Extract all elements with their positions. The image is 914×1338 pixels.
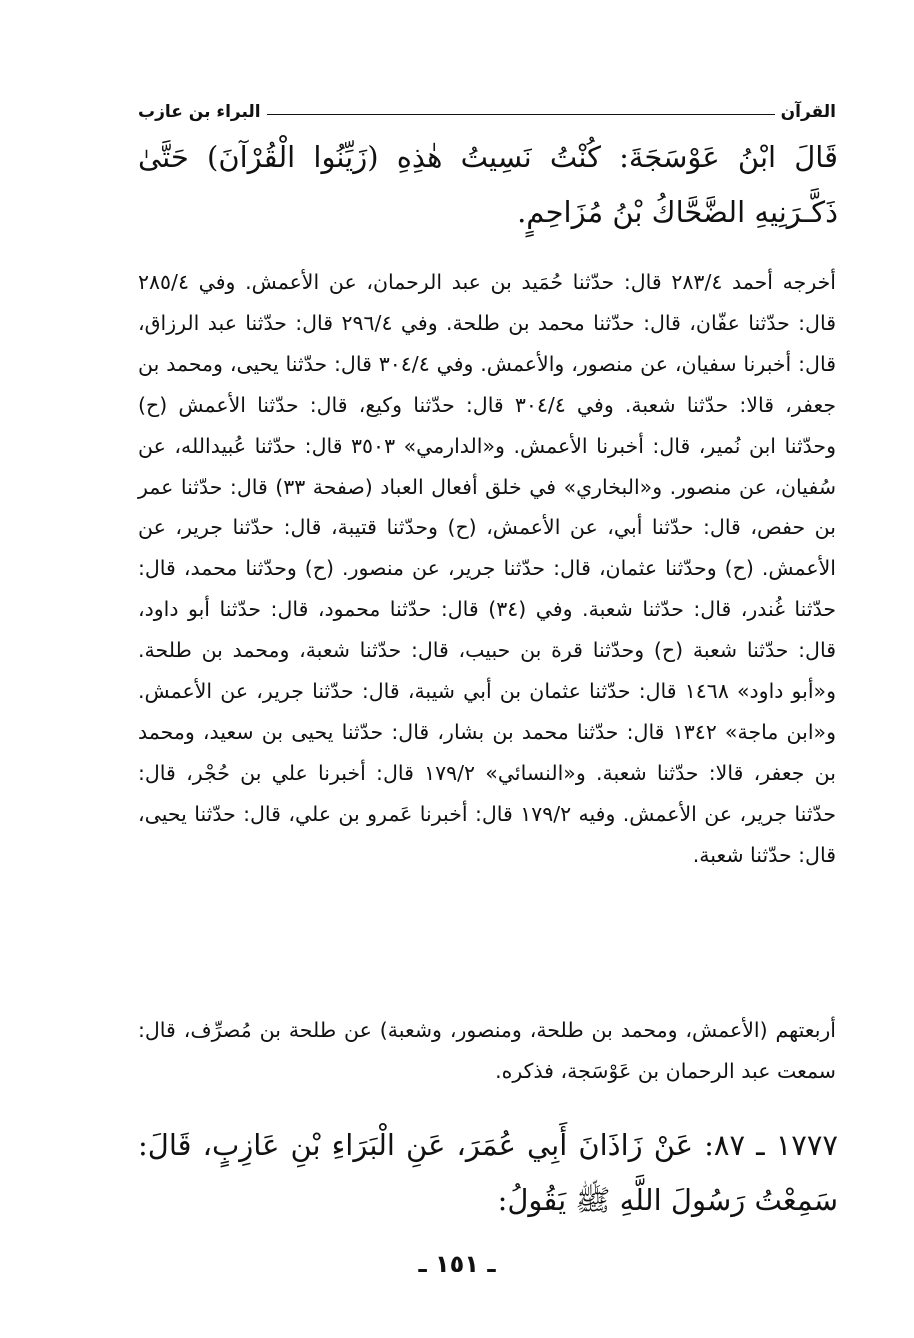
header-right-title: القرآن bbox=[780, 102, 836, 122]
header-rule bbox=[267, 114, 775, 115]
hadith-text-top: قَالَ ابْنُ عَوْسَجَةَ: كُنْتُ نَسِيتُ هٰذِهِ (زَيِّنُوا الْقُرْآنَ) حَتَّىٰ ذَكَّـرَنِيهِ الضَّحَّاكُ بْنُ مُزَاحِمٍ. bbox=[138, 140, 838, 229]
hadith-text-bottom: ١٧٧٧ ـ ٨٧: عَنْ زَاذَانَ أَبِي عُمَرَ، عَنِ الْبَرَاءِ بْنِ عَازِبٍ، قَالَ: سَمِعْتُ رَسُولَ اللَّهِ ﷺ يَقُولُ: bbox=[138, 1128, 838, 1217]
running-header bbox=[138, 92, 836, 122]
summary-paragraph: أربعتهم (الأعمش، ومحمد بن طلحة، ومنصور، وشعبة) عن طلحة بن مُصرِّف، قال: سمعت عبد الرحمان بن عَوْسَجة، فذكره. bbox=[138, 1018, 836, 1083]
page-number: ـ ١٥١ ـ bbox=[418, 1250, 496, 1278]
takhrij-paragraph: أخرجه أحمد ٢٨٣/٤ قال: حدّثنا حُمَيد بن عبد الرحمان، عن الأعمش. وفي ٢٨٥/٤ قال: حدّثنا عفّان، قال: حدّثنا محمد بن طلحة. وفي ٢٩٦/٤ قال: حدّثنا عبد الرزاق، قال: أخبرنا سفيان، عن منصور، والأعمش. وفي ٣٠٤/٤ قال: حدّثنا يحيى، ومحمد بن جعفر، قالا: حدّثنا شعبة. وفي ٣٠٤/٤ قال: حدّثنا وكيع، قال: حدّثنا الأعمش (ح) وحدّثنا ابن نُمير، قال: أخبرنا الأعمش. و«الدارمي» ٣٥٠٣ قال: حدّثنا عُبيدالله، عن سُفيان، عن منصور. و«البخاري» في خلق أفعال العباد (صفحة ٣٣) قال: حدّثنا عمر بن حفص، قال: حدّثنا أبي، عن الأعمش، (ح) وحدّثنا قتيبة، قال: حدّثنا جرير، عن الأعمش. (ح) وحدّثنا عثمان، قال: حدّثنا جرير، عن منصور. (ح) وحدّثنا محمد، قال: حدّثنا غُندر، قال: حدّثنا شعبة. وفي (٣٤) قال: حدّثنا محمود، قال: حدّثنا أبو داود، قال: حدّثنا شعبة (ح) وحدّثنا قرة بن حبيب، قال: حدّثنا شعبة، ومحمد بن طلحة. و«أبو داود» ١٤٦٨ قال: حدّثنا عثمان بن أبي شيبة، قال: حدّثنا جرير، عن الأعمش. و«ابن ماجة» ١٣٤٢ قال: حدّثنا محمد بن بشار، قال: حدّثنا يحيى بن سعيد، ومحمد بن جعفر، قالا: حدّثنا شعبة. و«النسائي» ١٧٩/٢ قال: أخبرنا علي بن حُجْر، قال: حدّثنا جرير، عن الأعمش. وفيه ١٧٩/٢ قال: أخبرنا عَمرو بن علي، قال: حدّثنا يحيى، قال: حدّثنا شعبة. bbox=[138, 270, 837, 867]
header-left-title: البراء بن عازب bbox=[138, 102, 261, 122]
